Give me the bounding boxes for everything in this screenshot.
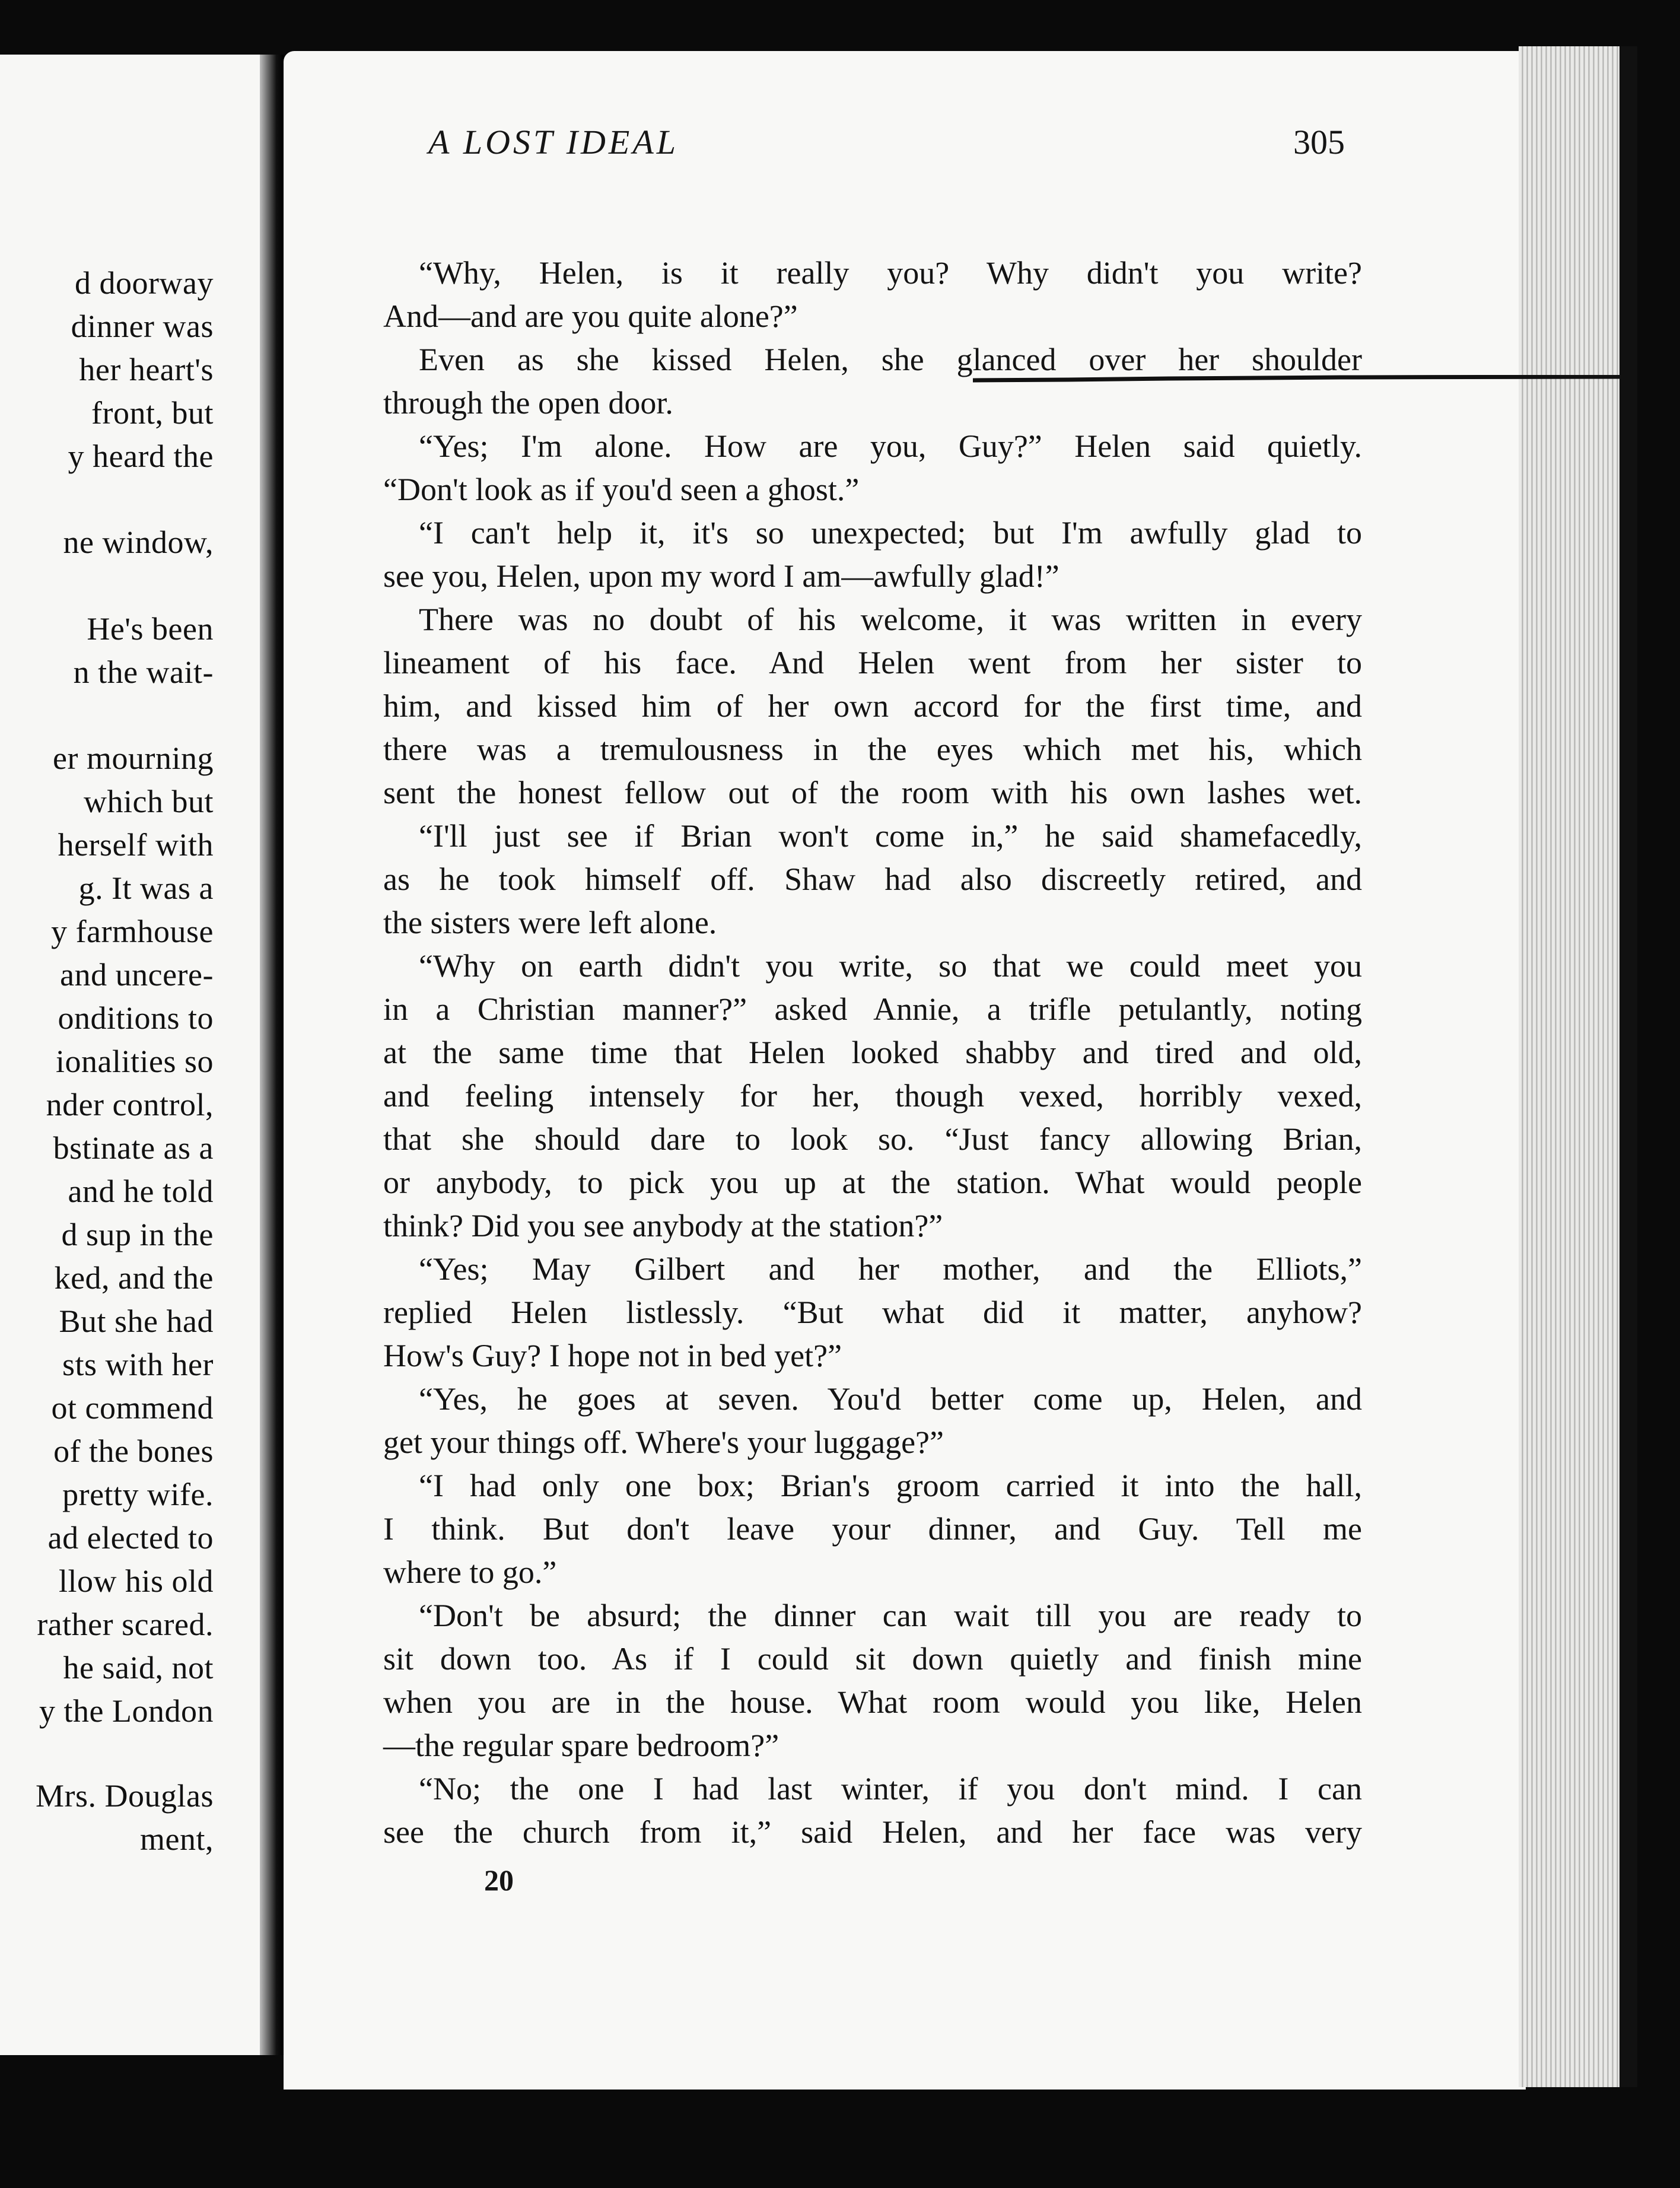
left-line: g. It was a bbox=[78, 870, 214, 906]
text-line: “Why on earth didn't you write, so that we could meet you bbox=[419, 948, 1362, 984]
left-line: nder control, bbox=[46, 1087, 214, 1122]
text-line: him, and kissed him of her own accord for the first time, and bbox=[383, 688, 1362, 724]
left-line: front, but bbox=[91, 395, 214, 431]
running-head-title: A LOST IDEAL bbox=[428, 123, 679, 161]
text-line: get your things off. Where's your luggage?” bbox=[383, 1424, 944, 1460]
left-line: he said, not bbox=[63, 1650, 214, 1685]
text-line: “Yes; May Gilbert and her mother, and the Elliots,” bbox=[419, 1251, 1362, 1287]
left-line: y heard the bbox=[68, 438, 214, 474]
left-line: ot commend bbox=[51, 1390, 214, 1426]
left-line: and uncere- bbox=[60, 957, 214, 993]
text-line: see you, Helen, upon my word I am—awfully glad!” bbox=[383, 558, 1059, 594]
signature-mark: 20 bbox=[484, 1863, 514, 1897]
text-line: where to go.” bbox=[383, 1554, 557, 1590]
left-line: bstinate as a bbox=[53, 1130, 214, 1166]
left-line: He's been bbox=[87, 611, 214, 647]
text-line: the sisters were left alone. bbox=[383, 905, 717, 940]
text-line: “I can't help it, it's so unexpected; but I'm awfully glad to bbox=[419, 515, 1362, 551]
left-line: herself with bbox=[58, 827, 214, 863]
left-line: y farmhouse bbox=[51, 914, 214, 949]
left-line: and he told bbox=[68, 1173, 214, 1209]
text-line: “I'll just see if Brian won't come in,” he said shamefacedly, bbox=[419, 818, 1362, 854]
left-line: onditions to bbox=[58, 1000, 214, 1036]
left-line: n the wait- bbox=[73, 654, 214, 690]
facing-page-left bbox=[0, 55, 274, 2055]
text-line: —the regular spare bedroom?” bbox=[383, 1728, 779, 1763]
left-line: ad elected to bbox=[47, 1520, 214, 1556]
left-line: d doorway bbox=[75, 265, 214, 301]
text-line: see the church from it,” said Helen, and her face was very bbox=[383, 1814, 1362, 1850]
left-line: rather scared. bbox=[37, 1607, 214, 1642]
text-line: “Yes; I'm alone. How are you, Guy?” Helen said quietly. bbox=[419, 428, 1362, 464]
text-line: And—and are you quite alone?” bbox=[383, 298, 798, 334]
left-line: ne window, bbox=[63, 524, 214, 560]
text-line: there was a tremulousness in the eyes which met his, which bbox=[383, 732, 1362, 767]
text-line: replied Helen listlessly. “But what did it matter, anyhow? bbox=[383, 1295, 1362, 1330]
page-block-shadow bbox=[1619, 46, 1637, 2087]
left-line: of the bones bbox=[53, 1433, 214, 1469]
left-line: dinner was bbox=[71, 309, 214, 344]
text-line: through the open door. bbox=[383, 385, 673, 421]
text-line: “Don't be absurd; the dinner can wait till you are ready to bbox=[419, 1598, 1362, 1633]
text-line: sent the honest fellow out of the room with his own lashes wet. bbox=[383, 775, 1362, 810]
text-line: How's Guy? I hope not in bed yet?” bbox=[383, 1338, 842, 1373]
left-line: ionalities so bbox=[56, 1044, 214, 1079]
text-line: sit down too. As if I could sit down quietly and finish mine bbox=[383, 1641, 1362, 1677]
text-line: that she should dare to look so. “Just fancy allowing Brian, bbox=[383, 1121, 1362, 1157]
text-line: when you are in the house. What room would you like, Helen bbox=[383, 1684, 1362, 1720]
text-line: “Why, Helen, is it really you? Why didn't you write? bbox=[419, 255, 1362, 291]
page-block-edges bbox=[1519, 46, 1621, 2087]
left-line: llow his old bbox=[58, 1563, 214, 1599]
text-line: “Yes, he goes at seven. You'd better come up, Helen, and bbox=[419, 1381, 1362, 1417]
left-line: which but bbox=[84, 784, 214, 819]
left-line: Mrs. Douglas bbox=[36, 1778, 214, 1814]
text-line: Even as she kissed Helen, she glanced over her shoulder bbox=[419, 342, 1362, 377]
text-line: “I had only one box; Brian's groom carried it into the hall, bbox=[419, 1468, 1362, 1503]
left-line: ment, bbox=[140, 1821, 214, 1857]
text-line: as he took himself off. Shaw had also discreetly retired, and bbox=[383, 861, 1362, 897]
book-gutter bbox=[260, 55, 284, 2055]
text-line: think? Did you see anybody at the station?” bbox=[383, 1208, 943, 1244]
left-line: sts with her bbox=[62, 1347, 214, 1382]
text-line: at the same time that Helen looked shabby and tired and old, bbox=[383, 1035, 1362, 1070]
text-line: There was no doubt of his welcome, it was written in every bbox=[419, 602, 1362, 637]
text-line: or anybody, to pick you up at the station. What would people bbox=[383, 1165, 1362, 1200]
left-line: ked, and the bbox=[54, 1260, 214, 1296]
text-line: in a Christian manner?” asked Annie, a trifle petulantly, noting bbox=[383, 991, 1362, 1027]
left-line: er mourning bbox=[53, 740, 214, 776]
page-number: 305 bbox=[1293, 123, 1345, 161]
text-line: “Don't look as if you'd seen a ghost.” bbox=[383, 472, 860, 507]
left-line: y the London bbox=[39, 1693, 214, 1729]
left-line: her heart's bbox=[79, 352, 214, 387]
text-line: “No; the one I had last winter, if you don't mind. I can bbox=[419, 1771, 1362, 1807]
text-line: lineament of his face. And Helen went from her sister to bbox=[383, 645, 1362, 680]
text-line: I think. But don't leave your dinner, and Guy. Tell me bbox=[383, 1511, 1362, 1547]
left-line: d sup in the bbox=[61, 1217, 214, 1252]
left-line: But she had bbox=[59, 1303, 214, 1339]
left-line: pretty wife. bbox=[62, 1477, 214, 1512]
text-line: and feeling intensely for her, though vexed, horribly vexed, bbox=[383, 1078, 1362, 1114]
